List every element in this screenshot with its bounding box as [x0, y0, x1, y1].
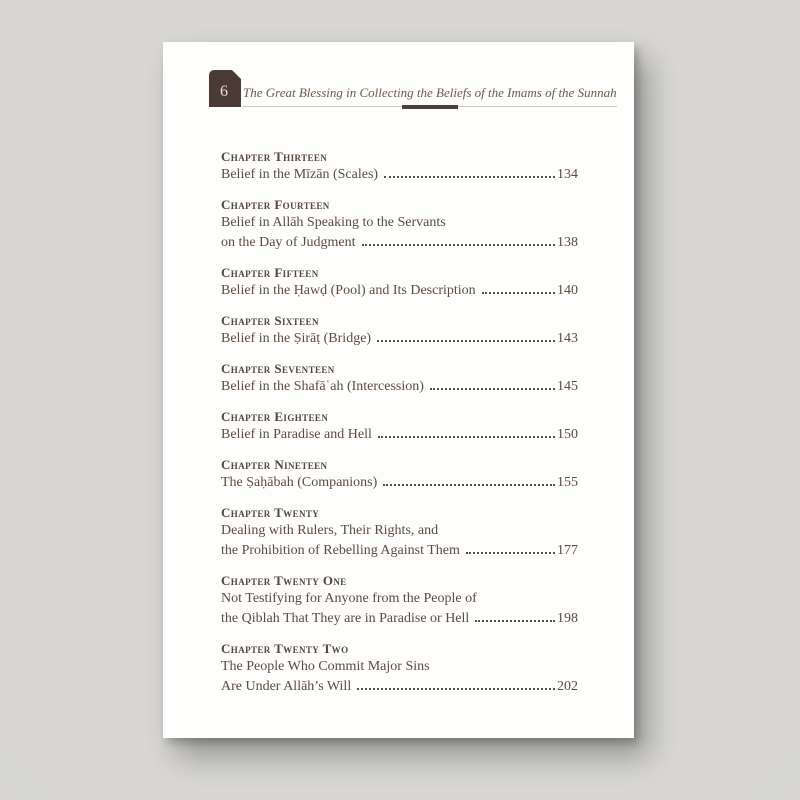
dot-leader: [482, 292, 555, 294]
toc-page-number: 140: [557, 283, 578, 298]
toc-entry-last-line: [221, 677, 578, 697]
toc-chapter-heading: Chapter Nineteen: [221, 457, 328, 472]
toc-entry-last-line: [221, 377, 578, 397]
toc-entry-line: The Ṣaḥābah (Companions): [221, 475, 378, 490]
toc-entry: [221, 360, 578, 397]
toc-chapter-heading: Chapter Sixteen: [221, 313, 319, 328]
toc-entry-line: Belief in Allāh Speaking to the Servants: [221, 215, 446, 230]
toc-chapter-heading: Chapter Twenty Two: [221, 641, 349, 656]
book-page: [163, 42, 634, 738]
toc-page-number: 143: [557, 331, 578, 346]
toc-entry-last-line: [221, 281, 578, 301]
dot-leader: [362, 244, 555, 246]
toc-chapter-heading: Chapter Eighteen: [221, 409, 329, 424]
dot-leader: [466, 552, 555, 554]
toc-entry-last-line: [221, 233, 578, 253]
toc-chapter-heading: Chapter Twenty: [221, 505, 320, 520]
dot-leader: [475, 620, 555, 622]
toc-entry-line: the Prohibition of Rebelling Against Them: [221, 543, 460, 558]
toc-entry: [221, 312, 578, 349]
header-rule: [243, 106, 617, 107]
toc-entry-last-line: [221, 329, 578, 349]
dot-leader: [378, 436, 555, 438]
toc-entry-line: Not Testifying for Anyone from the People of: [221, 591, 477, 606]
dot-leader: [384, 176, 555, 178]
page-number-box: [209, 70, 241, 107]
toc-chapter-heading: Chapter Fourteen: [221, 197, 330, 212]
toc-entry-last-line: [221, 425, 578, 445]
toc-entry: [221, 456, 578, 493]
table-of-contents: [221, 148, 578, 697]
header-rule-ornament: [402, 105, 458, 109]
toc-chapter-heading: Chapter Thirteen: [221, 149, 328, 164]
toc-entry-line: Belief in the Ṣirāṭ (Bridge): [221, 331, 372, 346]
toc-chapter-heading: Chapter Seventeen: [221, 361, 335, 376]
toc-page-number: 198: [557, 611, 578, 626]
toc-entry: [221, 408, 578, 445]
toc-page-number: 155: [557, 475, 578, 490]
toc-page-number: 138: [557, 235, 578, 250]
toc-entry-line: the Qiblah That They are in Paradise or Hell: [221, 611, 470, 626]
page-header: [209, 70, 617, 107]
toc-entry: [221, 148, 578, 185]
dot-leader: [357, 688, 555, 690]
toc-entry: [221, 504, 578, 561]
toc-entry-last-line: [221, 609, 578, 629]
dot-leader: [377, 340, 555, 342]
toc-entry: [221, 572, 578, 629]
toc-entry-line: Are Under Allāh’s Will: [221, 679, 352, 694]
toc-entry-line: Belief in the Mīzān (Scales): [221, 167, 379, 182]
toc-entry: [221, 264, 578, 301]
header-right: [243, 70, 617, 107]
toc-entry-last-line: [221, 165, 578, 185]
toc-entry-line: Dealing with Rulers, Their Rights, and: [221, 523, 439, 538]
page-number: 6: [220, 83, 228, 100]
toc-chapter-heading: Chapter Twenty One: [221, 573, 347, 588]
toc-page-number: 177: [557, 543, 578, 558]
toc-chapter-heading: Chapter Fifteen: [221, 265, 319, 280]
dot-leader: [383, 484, 555, 486]
toc-entry-last-line: [221, 541, 578, 561]
toc-page-number: 145: [557, 379, 578, 394]
toc-page-number: 134: [557, 167, 578, 182]
dot-leader: [430, 388, 555, 390]
toc-entry-last-line: [221, 473, 578, 493]
toc-entry: [221, 640, 578, 697]
running-head: The Great Blessing in Collecting the Beliefs of the Imams of the Sunnah: [243, 85, 617, 100]
toc-entry-line: Belief in the Shafāʿah (Intercession): [221, 379, 424, 394]
toc-entry-line: Belief in the Ḥawḍ (Pool) and Its Description: [221, 283, 476, 298]
toc-page-number: 202: [557, 679, 578, 694]
toc-entry-line: on the Day of Judgment: [221, 235, 356, 250]
toc-entry-line: The People Who Commit Major Sins: [221, 659, 430, 674]
toc-page-number: 150: [557, 427, 578, 442]
toc-entry: [221, 196, 578, 253]
toc-entry-line: Belief in Paradise and Hell: [221, 427, 372, 442]
